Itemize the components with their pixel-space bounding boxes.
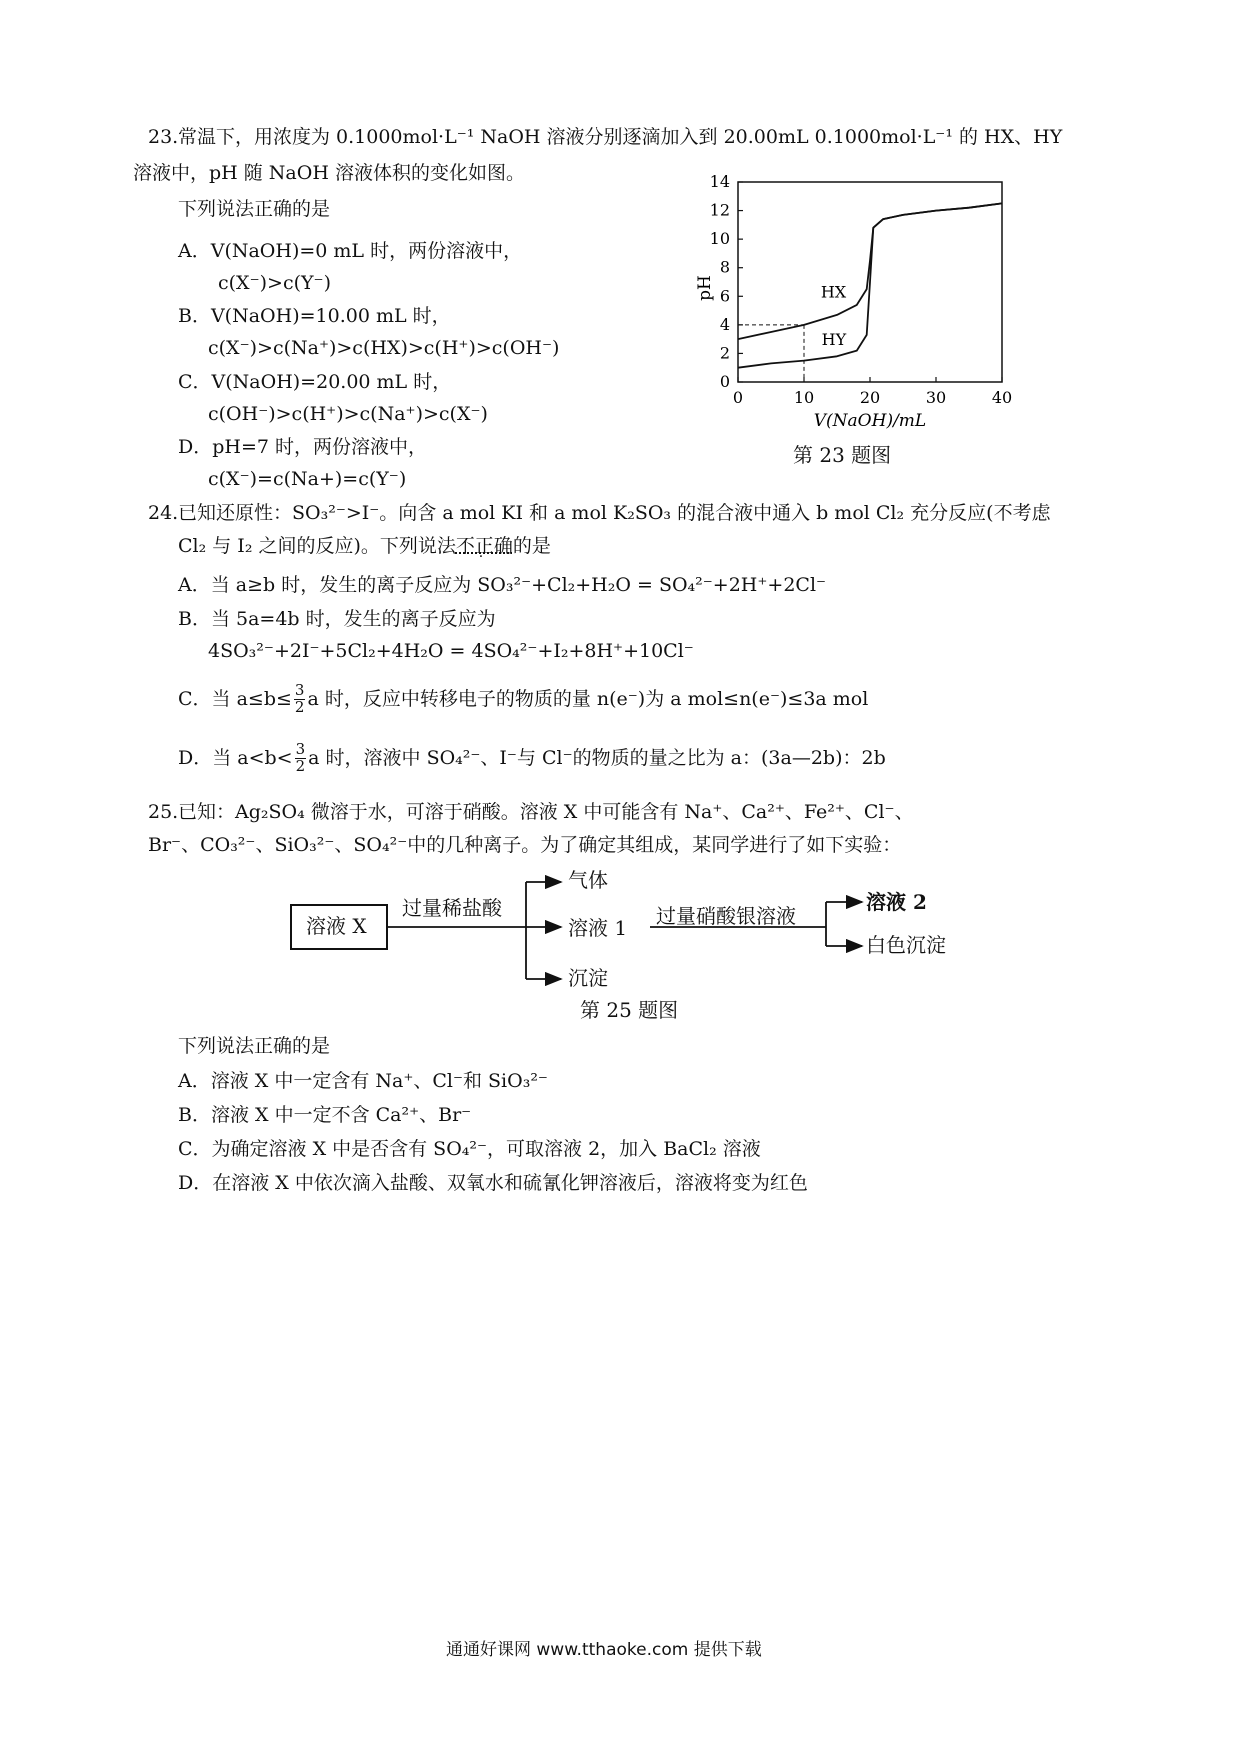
q24-stem-line2 <box>178 537 551 556</box>
titration-chart <box>690 168 1030 466</box>
q25-number: 25. <box>148 801 179 823</box>
flow-step1-label: 过量稀盐酸 <box>402 896 502 920</box>
y-tick-label: 14 <box>709 172 730 191</box>
footer-source: 通通好课网 www.tthaoke.com 提供下载 <box>446 1640 762 1660</box>
q23-stem-line2: 溶液中，pH 随 NaOH 溶液体积的变化如图。 <box>133 162 525 184</box>
q25-ask: 下列说法正确的是 <box>178 1035 331 1057</box>
y-tick-label: 12 <box>709 200 730 220</box>
q25-option-d: D．在溶液 X 中依次滴入盐酸、双氧水和硫氰化钾溶液后，溶液将变为红色 <box>178 1172 808 1194</box>
q24-option-b-line2: 4SO₃²⁻+2I⁻+5Cl₂+4H₂O = 4SO₄²⁻+I₂+8H⁺+10Cl⁻ <box>208 640 694 662</box>
q24-stem-line2-c: 的是 <box>512 535 551 557</box>
fraction-numerator: 3 <box>294 681 305 699</box>
x-tick-label: 10 <box>793 388 815 407</box>
flow-solution2-label: 溶液 2 <box>866 890 927 914</box>
q25-figure-caption: 第 25 题图 <box>580 998 679 1022</box>
chart-series <box>738 203 1002 367</box>
q24-number: 24. <box>148 502 179 524</box>
q24-option-a: A．当 a≥b 时，发生的离子反应为 SO₃²⁻+Cl₂+H₂O = SO₄²⁻+2H⁺+2Cl⁻ <box>178 574 827 596</box>
q23-number: 23. <box>148 126 179 148</box>
q23-option-b-line2: c(X⁻)>c(Na⁺)>c(HX)>c(H⁺)>c(OH⁻) <box>208 337 560 359</box>
q24-option-c-fraction <box>294 683 306 716</box>
flow-precipitate-label: 沉淀 <box>568 966 608 990</box>
q25-option-c: C．为确定溶液 X 中是否含有 SO₄²⁻，可取溶液 2，加入 BaCl₂ 溶液 <box>178 1138 761 1160</box>
fraction-denominator: 2 <box>294 697 305 716</box>
q24-option-d <box>178 742 886 775</box>
q24-option-b-line1: B．当 5a=4b 时，发生的离子反应为 <box>178 608 496 630</box>
y-tick-label: 8 <box>719 257 730 277</box>
fraction-numerator: 3 <box>295 740 306 758</box>
q24-stem-emphasis: 不正确 <box>455 535 513 557</box>
flow-white-precipitate-label: 白色沉淀 <box>866 933 946 957</box>
q24-stem-line1: 已知还原性：SO₃²⁻>I⁻。向含 a mol KI 和 a mol K₂SO₃ 的混合液中通入 b mol Cl₂ 充分反应(不考虑 <box>178 502 1051 524</box>
y-tick-label: 0 <box>719 372 730 391</box>
q23-option-a-line1: A．V(NaOH)=0 mL 时，两份溶液中， <box>178 240 523 262</box>
x-tick-label: 20 <box>859 388 881 407</box>
q25-option-a: A．溶液 X 中一定含有 Na⁺、Cl⁻和 SiO₃²⁻ <box>178 1070 548 1092</box>
chart-guide-lines <box>738 325 804 382</box>
series-label-hy: HY <box>821 329 847 349</box>
y-tick-label: 10 <box>709 229 730 249</box>
q25-option-b: B．溶液 X 中一定不含 Ca²⁺、Br⁻ <box>178 1104 472 1126</box>
chart-y-axis-label: pH <box>695 275 715 301</box>
q23-option-a-line2: c(X⁻)>c(Y⁻) <box>218 272 331 294</box>
q24-option-d-pre: D．当 a<b< <box>178 746 293 769</box>
q23-option-d-line2: c(X⁻)=c(Na+)=c(Y⁻) <box>208 468 407 490</box>
x-tick-label: 0 <box>732 388 744 407</box>
q23-ask: 下列说法正确的是 <box>178 198 331 220</box>
q23-stem-line1: 常温下，用浓度为 0.1000mol·L⁻¹ NaOH 溶液分别逐滴加入到 20.00mL 0.1000mol·L⁻¹ 的 HX、HY <box>178 126 1063 148</box>
q24-option-d-post: a 时，溶液中 SO₄²⁻、I⁻与 Cl⁻的物质的量之比为 a：(3a—2b)：2b <box>308 746 886 769</box>
y-tick-label: 2 <box>719 343 730 363</box>
x-tick-label: 30 <box>925 388 947 407</box>
q25-stem-line2: Br⁻、CO₃²⁻、SiO₃²⁻、SO₄²⁻中的几种离子。为了确定其组成，某同学进行了如下实验： <box>148 834 902 856</box>
q24-option-c <box>178 683 868 716</box>
x-tick-label: 40 <box>991 388 1013 407</box>
chart-x-axis-label: V(NaOH)/mL <box>813 411 927 431</box>
y-tick-label: 6 <box>719 286 730 306</box>
q23-figure-caption: 第 23 题图 <box>793 443 892 467</box>
q24-option-d-fraction <box>295 742 307 775</box>
q23-option-b-line1: B．V(NaOH)=10.00 mL 时， <box>178 305 451 327</box>
q23-option-c-line1: C．V(NaOH)=20.00 mL 时， <box>178 371 452 393</box>
q23-option-d-line1: D．pH=7 时，两份溶液中， <box>178 436 428 458</box>
q25-stem-line1: 已知：Ag₂SO₄ 微溶于水，可溶于硝酸。溶液 X 中可能含有 Na⁺、Ca²⁺、Fe²⁺、Cl⁻、 <box>178 801 914 823</box>
flow-step2-label: 过量硝酸银溶液 <box>656 904 796 928</box>
y-tick-label: 4 <box>719 314 730 334</box>
series-label-hx: HX <box>820 282 847 302</box>
flowchart-arrows <box>386 868 872 992</box>
q24-option-c-pre: C．当 a≤b≤ <box>178 687 292 710</box>
fraction-denominator: 2 <box>295 756 306 775</box>
flow-solution1-label: 溶液 1 <box>568 916 628 940</box>
q24-option-c-post: a 时，反应中转移电子的物质的量 n(e⁻)为 a mol≤n(e⁻)≤3a mol <box>307 687 869 710</box>
flow-solution-x-label: 溶液 X <box>306 914 367 938</box>
q24-stem-line2-a: Cl₂ 与 I₂ 之间的反应)。下列说法 <box>178 535 456 557</box>
series-line-hy <box>738 203 1002 367</box>
flow-gas-label: 气体 <box>568 868 608 892</box>
q23-option-c-line2: c(OH⁻)>c(H⁺)>c(Na⁺)>c(X⁻) <box>208 403 488 425</box>
